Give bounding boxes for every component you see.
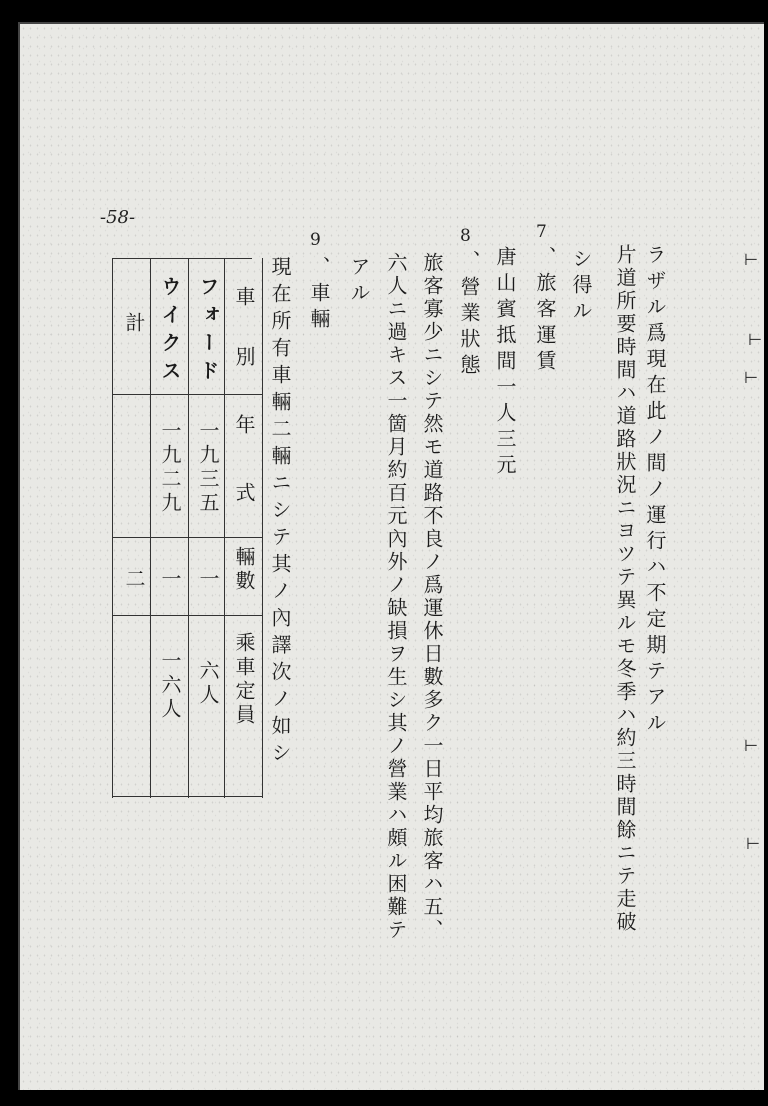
section-number-business: 8 [460,226,471,246]
margin-mark: ⊢ [744,736,758,755]
section-number-vehicles: 9 [310,230,321,250]
row-weeks-count: 一 [158,568,182,592]
header-count: 輛數 [232,546,256,594]
header-capacity: 乘車定員 [232,632,256,728]
text-column: 現在所有車輛二輛ニシテ其ノ內譯次ノ如シ [268,256,292,769]
text-column: 六人ニ過キス一箇月約百元內外ノ缺損ヲ生シ其ノ營業ハ頗ル困難テ [384,252,408,942]
text-column: ラザル爲現在此ノ間ノ運行ハ不定期テアル [643,244,667,738]
header-vehicle-type: 車 別 [232,286,256,376]
text-column: 片道所要時間ハ道路狀況ニヨツテ異ルモ冬季ハ約三時間餘ニテ走破 [613,244,637,934]
text-column: アル [347,256,371,308]
table-rule [112,615,262,616]
text-column: 唐山賓抵間一人三元 [493,246,517,480]
table-rule [188,258,189,798]
text-column: 旅客寡少ニシテ然モ道路不良ノ爲運休日數多ク一日平均旅客ハ五、 [420,252,444,942]
margin-mark: ⊢ [744,368,758,387]
header-model-year: 年 式 [232,414,256,516]
row-ford-year: 一九三五 [196,420,220,516]
table-rule [112,394,262,395]
total-count: 二 [122,568,146,592]
row-weeks-type: ウイクス [158,276,182,388]
row-ford-type: フォード [196,276,220,388]
section-heading-vehicles: 、車輛 [307,256,331,334]
margin-mark: ⊢ [748,330,762,349]
total-label: 計 [122,312,146,336]
table-rule [112,537,262,538]
table-rule [150,258,151,798]
table-rule-right [262,258,263,798]
table-rule-left [112,258,113,798]
row-weeks-capacity: 一六人 [158,650,182,722]
table-rule-top [112,258,252,259]
row-ford-capacity: 六人 [196,660,220,708]
margin-mark: ⊢ [746,834,760,853]
row-ford-count: 一 [196,568,220,592]
table-rule [224,258,225,798]
section-heading-fare: 、旅客運賃 [533,246,557,376]
table-rule-bottom [112,796,262,797]
page-number: -58- [100,207,136,228]
section-number-fare: 7 [536,222,547,242]
section-heading-business: 、營業狀態 [457,250,481,380]
text-column: シ得ル [569,248,593,326]
margin-mark: ⊢ [744,250,758,269]
row-weeks-year: 一九二九 [158,420,182,516]
